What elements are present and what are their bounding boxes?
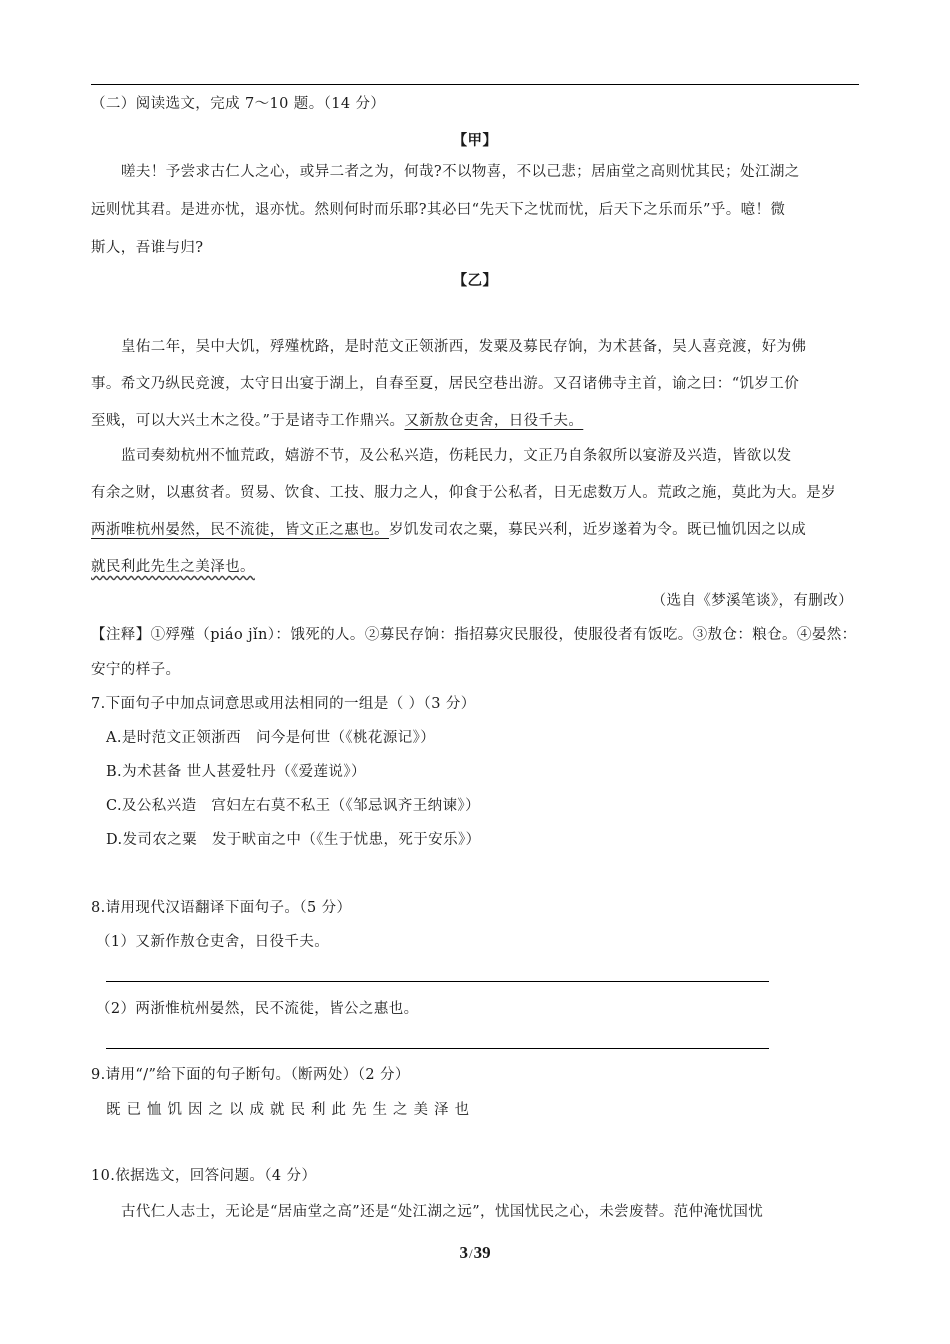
answer-line-2[interactable]	[106, 1048, 769, 1049]
question-7-option-d: D.发司农之粟 发于畎亩之中（《生于忧患，死于安乐》）	[106, 832, 481, 848]
question-7-stem: 7.下面句子中加点词意思或用法相同的一组是（ ）（3 分）	[91, 696, 476, 712]
passage-b-line: 监司奏劾杭州不恤荒政，嬉游不节，及公私兴造，伤耗民力，文正乃自条叙所以宴游及兴造，皆欲以发	[121, 448, 792, 464]
passage-a-line: 远则忧其君。是进亦忧，退亦忧。然则何时而乐耶?其必曰“先天下之忧而忧，后天下之乐而乐”乎。噫！微	[91, 202, 786, 218]
question-9-sentence: 既已恤饥因之以成就民利此先生之美泽也	[106, 1102, 475, 1118]
passage-a-title: 【甲】	[452, 132, 498, 149]
question-10-stem: 10.依据选文，回答问题。（4 分）	[91, 1168, 317, 1184]
passage-b-line	[91, 557, 861, 577]
question-7-option-b: B.为术甚备 世人甚爱牡丹（《爱莲说》）	[106, 764, 366, 780]
page-separator: /	[468, 1246, 473, 1261]
section-heading: （二）阅读选文，完成 7～10 题。（14 分）	[91, 96, 386, 112]
page-current: 3	[459, 1243, 468, 1262]
passage-b-line: 事。希文乃纵民竞渡，太守日出宴于湖上，自春至夏，居民空巷出游。又召诸佛寺主首，谕之曰：“饥岁工价	[91, 376, 800, 392]
passage-a-line: 嗟夫！予尝求古仁人之心，或异二者之为，何哉?不以物喜，不以己悲；居庙堂之高则忧其民；处江湖之	[121, 164, 800, 180]
question-8-sentence-1: （1）又新作敖仓吏舍，日役千夫。	[96, 934, 330, 950]
passage-source: （选自《梦溪笔谈》，有删改）	[651, 593, 853, 609]
question-8-stem: 8.请用现代汉语翻译下面句子。（5 分）	[91, 900, 352, 916]
passage-b-line	[91, 520, 861, 540]
question-10-text: 古代仁人志士，无论是“居庙堂之高”还是“处江湖之远”，忧国忧民之心，未尝废替。范仲淹忧国忧	[121, 1204, 764, 1220]
question-7-option-c: C.及公私兴造 宫妇左右莫不私王（《邹忌讽齐王纳谏》）	[106, 798, 480, 814]
header-rule	[91, 84, 859, 85]
notes-line: 安宁的样子。	[91, 662, 181, 678]
underlined-sentence: 两浙唯杭州晏然，民不流徙，皆文正之惠也。	[91, 522, 389, 538]
page-number	[0, 1243, 950, 1263]
passage-b-text: 至贱，可以大兴土木之役。”于是诸寺工作鼎兴。	[91, 413, 405, 429]
passage-b-text: 岁饥发司农之粟，募民兴利，近岁遂着为令。既已恤饥因之以成	[389, 522, 807, 538]
notes-line: 【注释】①殍殣（piáo jǐn）：饿死的人。②募民存饷：指招募灾民服役，使服役者有饭吃。③敖仓：粮仓。④晏然：	[91, 627, 857, 643]
question-9-stem: 9.请用“/”给下面的句子断句。（断两处）（2 分）	[91, 1067, 410, 1083]
wavy-underlined-sentence: 就民利此先生之美泽也。	[91, 559, 255, 575]
passage-b-line	[91, 411, 861, 431]
passage-a-line: 斯人，吾谁与归?	[91, 240, 204, 256]
question-7-option-a: A.是时范文正领浙西 问今是何世（《桃花源记》）	[106, 730, 436, 746]
passage-b-line: 有余之财，以惠贫者。贸易、饮食、工技、服力之人，仰食于公私者，日无虑数万人。荒政之施，莫此为大。是岁	[91, 485, 836, 501]
page-total: 39	[473, 1243, 491, 1262]
answer-line-1[interactable]	[106, 981, 769, 982]
underlined-sentence: 又新敖仓吏舍，日役千夫。	[404, 413, 584, 429]
passage-b-line: 皇佑二年，吴中大饥，殍殣枕路，是时范文正领浙西，发粟及募民存饷，为术甚备，吴人喜竞渡，好为佛	[121, 339, 807, 355]
question-8-sentence-2: （2）两浙惟杭州晏然，民不流徙，皆公之惠也。	[96, 1001, 419, 1017]
passage-b-title: 【乙】	[452, 272, 498, 289]
